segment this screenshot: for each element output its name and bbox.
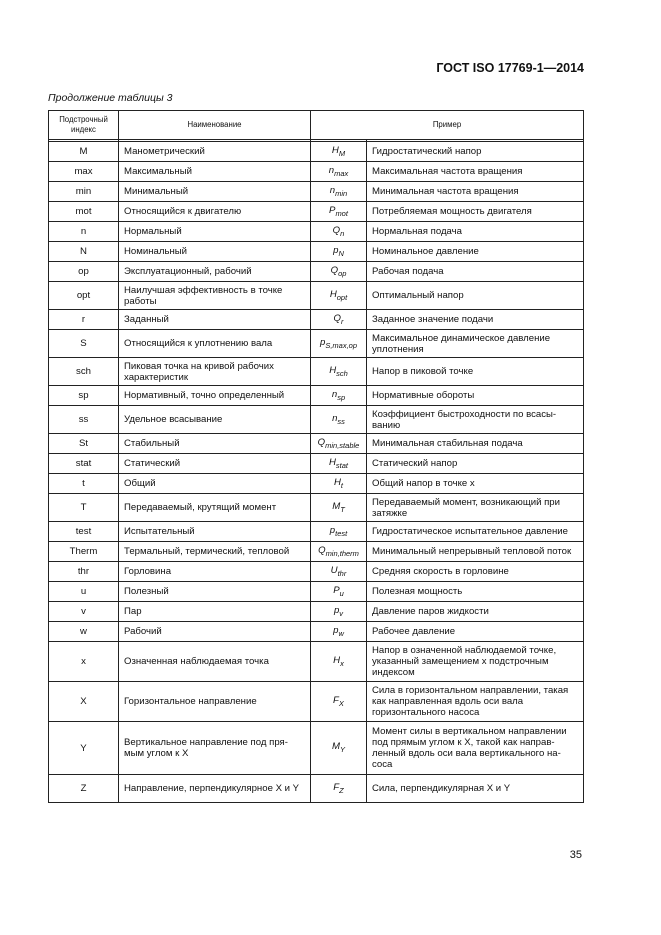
table-row [49,454,584,474]
symbol-letter: P [333,584,340,596]
symbol-subscript: opt [336,292,348,302]
symbol-letter: n [329,184,336,196]
cell-example: Напор в означенной наблюдаемой точке, указанный замещением x подстрочным индексом [367,642,584,682]
cell-index: n [49,222,119,242]
cell-name: Манометрический [119,142,311,162]
cell-symbol [311,562,367,582]
symbol-subscript: test [335,528,348,538]
cell-name: Общий [119,474,311,494]
table-row [49,202,584,222]
table-row [49,582,584,602]
cell-index: S [49,330,119,358]
cell-symbol [311,494,367,522]
table-header-row [49,111,584,140]
cell-index: ss [49,406,119,434]
symbol-subscript: sp [337,392,346,402]
symbol-subscript: stat [335,460,349,470]
table-row [49,222,584,242]
cell-example: Нормативные обороты [367,386,584,406]
symbol-subscript: t [340,480,344,490]
cell-index: opt [49,282,119,310]
symbol-subscript: u [339,588,344,598]
table-row [49,262,584,282]
symbol-letter: H [329,288,337,300]
cell-index: Therm [49,542,119,562]
symbol-letter: p [333,604,340,616]
symbol-subscript: Y [339,744,345,754]
cell-index: Y [49,722,119,775]
symbol-subscript: r [340,316,344,326]
cell-example: Сила, перпендикулярная X и Y [367,775,584,803]
cell-name: Пар [119,602,311,622]
cell-symbol [311,330,367,358]
table-row [49,434,584,454]
cell-name: Пиковая точка на кривой рабочих характеристик [119,358,311,386]
symbol-letter: M [331,741,340,753]
cell-example: Рабочее давление [367,622,584,642]
cell-symbol [311,202,367,222]
symbol-letter: Q [317,436,326,448]
cell-example: Потребляемая мощность двигателя [367,202,584,222]
cell-symbol [311,358,367,386]
symbol-subscript: N [338,248,344,258]
table-row [49,142,584,162]
cell-index: thr [49,562,119,582]
cell-name: Наилучшая эффективность в точке работы [119,282,311,310]
cell-index: r [49,310,119,330]
symbol-subscript: x [340,658,344,668]
cell-symbol [311,522,367,542]
cell-index: Z [49,775,119,803]
cell-example: Коэффициент быстроходности по всасы-ванию [367,406,584,434]
table-row [49,282,584,310]
symbol-letter: H [333,654,341,666]
cell-symbol [311,642,367,682]
cell-example: Давление паров жидкости [367,602,584,622]
table-row [49,242,584,262]
symbol-letter: P [329,204,336,216]
cell-symbol [311,242,367,262]
symbol-subscript: n [340,228,345,238]
cell-name: Испытательный [119,522,311,542]
cell-name: Номинальный [119,242,311,262]
symbol-letter: Q [318,544,326,556]
cell-example: Заданное значение подачи [367,310,584,330]
cell-index: sp [49,386,119,406]
cell-symbol [311,262,367,282]
table-row [49,310,584,330]
symbol-letter: H [331,144,339,156]
cell-name: Статический [119,454,311,474]
symbol-subscript: X [338,698,344,708]
cell-name: Горловина [119,562,311,582]
symbol-letter: F [333,781,340,793]
cell-name: Термальный, термический, тепловой [119,542,311,562]
cell-index: St [49,434,119,454]
cell-example: Общий напор в точке x [367,474,584,494]
cell-name: Стабильный [119,434,311,454]
cell-example: Статический напор [367,454,584,474]
subscript-table [48,110,584,803]
cell-name: Горизонтальное направление [119,682,311,722]
symbol-letter: H [328,456,336,468]
cell-symbol [311,406,367,434]
cell-symbol [311,282,367,310]
table-row [49,494,584,522]
symbol-letter: p [333,624,339,636]
symbol-letter: Q [332,224,341,236]
cell-index: x [49,642,119,682]
table-row [49,330,584,358]
page-number: 35 [569,849,582,861]
cell-example: Нормальная подача [367,222,584,242]
symbol-subscript: op [338,268,347,278]
cell-name: Относящийся к двигателю [119,202,311,222]
cell-index: T [49,494,119,522]
cell-index: sch [49,358,119,386]
table-row [49,386,584,406]
cell-index: max [49,162,119,182]
cell-symbol [311,775,367,803]
symbol-letter: p [329,524,336,536]
symbol-letter: p [333,244,339,256]
symbol-subscript: min,therm [325,548,359,558]
cell-symbol [311,474,367,494]
cell-symbol [311,602,367,622]
symbol-letter: U [330,564,338,576]
cell-symbol [311,142,367,162]
cell-symbol [311,222,367,242]
cell-index: N [49,242,119,262]
cell-name: Удельное всасывание [119,406,311,434]
symbol-letter: n [331,388,338,400]
cell-example: Оптимальный напор [367,282,584,310]
symbol-letter: F [333,694,339,706]
cell-example: Средняя скорость в горловине [367,562,584,582]
cell-symbol [311,622,367,642]
cell-symbol [311,434,367,454]
cell-index: min [49,182,119,202]
cell-name: Означенная наблюдаемая точка [119,642,311,682]
symbol-subscript: T [340,504,345,514]
cell-example: Максимальное динамическое давление уплотнения [367,330,584,358]
symbol-letter: n [328,164,335,176]
symbol-subscript: w [338,628,344,638]
cell-example: Минимальная стабильная подача [367,434,584,454]
symbol-letter: M [332,500,341,512]
cell-symbol [311,722,367,775]
cell-symbol [311,162,367,182]
cell-symbol [311,310,367,330]
cell-index: u [49,582,119,602]
cell-example: Рабочая подача [367,262,584,282]
symbol-subscript: thr [337,568,347,578]
cell-name: Направление, перпендикулярное X и Y [119,775,311,803]
cell-index: t [49,474,119,494]
cell-symbol [311,682,367,722]
table-row [49,358,584,386]
cell-index: X [49,682,119,722]
cell-name: Минимальный [119,182,311,202]
symbol-letter: p [319,336,326,348]
cell-name: Заданный [119,310,311,330]
symbol-subscript: sch [336,368,348,378]
cell-index: op [49,262,119,282]
symbol-subscript: M [338,148,346,158]
table-row [49,162,584,182]
symbol-letter: H [329,364,337,376]
cell-example: Момент силы в вертикальном направлении под прямым углом к X, такой как направ-ленный вдоль оси вала вертикального на-соса [367,722,584,775]
cell-example: Передаваемый момент, возникающий при затяжке [367,494,584,522]
symbol-subscript: max [334,168,349,178]
symbol-subscript: S,max,op [325,340,358,350]
table-row [49,562,584,582]
cell-index: stat [49,454,119,474]
cell-example: Гидростатический напор [367,142,584,162]
cell-symbol [311,386,367,406]
cell-index: w [49,622,119,642]
cell-name: Рабочий [119,622,311,642]
symbol-subscript: mot [335,208,348,218]
table-row [49,722,584,775]
table-caption: Продолжение таблицы 3 [48,92,173,104]
cell-symbol [311,542,367,562]
symbol-subscript: min [335,188,348,198]
symbol-subscript: ss [337,416,345,426]
table-row [49,775,584,803]
cell-example: Минимальная частота вращения [367,182,584,202]
table-row [49,182,584,202]
cell-name: Нормальный [119,222,311,242]
cell-symbol [311,182,367,202]
table-row [49,642,584,682]
table-row [49,474,584,494]
symbol-subscript: min,stable [325,440,360,450]
cell-example: Минимальный непрерывный тепловой поток [367,542,584,562]
cell-name: Максимальный [119,162,311,182]
cell-name: Относящийся к уплотнению вала [119,330,311,358]
cell-example: Гидростатическое испытательное давление [367,522,584,542]
cell-example: Максимальная частота вращения [367,162,584,182]
symbol-letter: H [333,476,341,488]
cell-index: mot [49,202,119,222]
table-row [49,542,584,562]
cell-index: M [49,142,119,162]
cell-symbol [311,454,367,474]
symbol-letter: Q [333,312,341,324]
cell-name: Эксплуатационный, рабочий [119,262,311,282]
table-row [49,602,584,622]
cell-index: test [49,522,119,542]
header-name: Наименование [119,111,311,140]
table-row [49,682,584,722]
cell-name: Нормативный, точно определенный [119,386,311,406]
cell-example: Напор в пиковой точке [367,358,584,386]
cell-name: Вертикальное направление под пря-мым углом к X [119,722,311,775]
cell-index: v [49,602,119,622]
cell-example: Полезная мощность [367,582,584,602]
table-row [49,406,584,434]
header-example: Пример [311,111,584,140]
table-row [49,522,584,542]
cell-symbol [311,582,367,602]
header-index: Подстрочный индекс [49,111,119,140]
standard-number: ГОСТ ISO 17769-1—2014 [436,61,584,75]
cell-name: Передаваемый, крутящий момент [119,494,311,522]
symbol-subscript: v [339,608,344,618]
cell-example: Сила в горизонтальном направлении, такая как направленная вдоль оси вала горизонтального насоса [367,682,584,722]
symbol-letter: n [332,412,338,424]
symbol-subscript: Z [339,785,344,795]
cell-example: Номинальное давление [367,242,584,262]
symbol-letter: Q [330,264,339,276]
cell-name: Полезный [119,582,311,602]
table-row [49,622,584,642]
